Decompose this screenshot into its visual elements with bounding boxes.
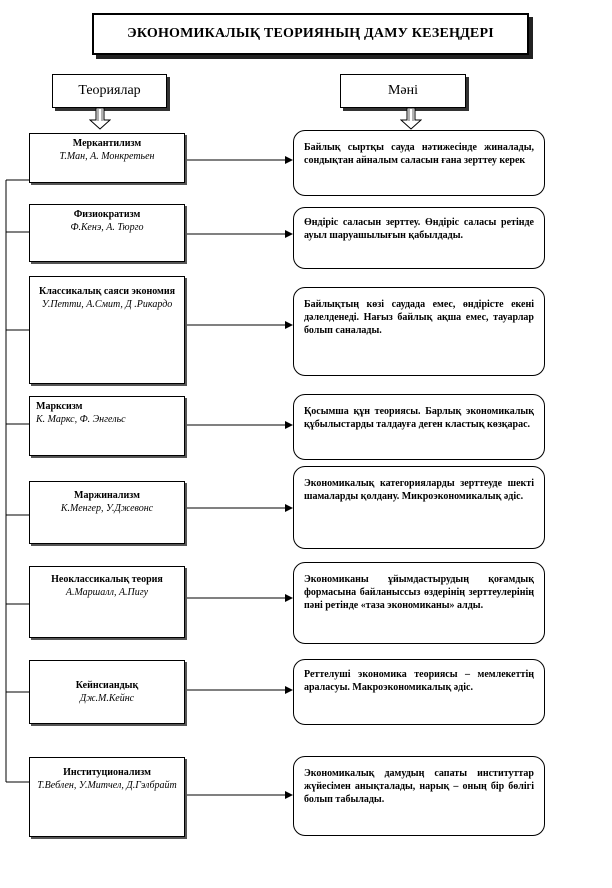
theory-authors: К.Менгер, У.Джевонс — [60, 503, 154, 514]
meaning-box-keynesianism: Реттелуші экономика теориясы – мемлекеттің араласуы. Макроэкономикалық әдіс. — [293, 659, 545, 725]
meaning-box-classical: Байлықтың көзі саудада емес, өндірісте екені дәлелденеді. Нағыз байлық ақша емес, тауарлар болып саналады. — [293, 287, 545, 376]
theory-name: Кейнсиандық — [75, 680, 139, 691]
theory-name: Марксизм — [36, 401, 83, 412]
meaning-box-institutionalism: Экономикалық дамудың сапаты институттар жүйесімен анықталады, нарық – оның бір бөлігі болып табылады. — [293, 756, 545, 836]
diagram-title: ЭКОНОМИКАЛЫҚ ТЕОРИЯНЫҢ ДАМУ КЕЗЕҢДЕРІ — [92, 13, 529, 55]
theory-authors: Ф.Кенэ, А. Тюрго — [70, 222, 144, 233]
theory-authors: К. Маркс, Ф. Энгельс — [36, 414, 126, 425]
theory-box-marginalism — [29, 481, 185, 544]
meaning-box-marginalism: Экономикалық категорияларды зерттеуде шекті шамаларды қолдану. Микроэкономикалық әдіс. — [293, 466, 545, 549]
theory-authors: Дж.М.Кейнс — [79, 693, 135, 704]
meaning-header: Мәні — [340, 74, 466, 108]
meaning-box-marxism: Қосымша құн теориясы. Барлық экономикалық құбылыстарды талдауға деген кластық көзқарас. — [293, 394, 545, 460]
theory-box-keynesianism — [29, 660, 185, 724]
theory-name: Неоклассикалық теория — [51, 574, 163, 585]
theory-name: Меркантилизм — [72, 138, 142, 149]
theory-name: Институционализм — [63, 767, 151, 778]
theory-box-institutionalism — [29, 757, 185, 837]
theory-name: Классикалық саяси экономия — [38, 286, 176, 297]
theory-authors: У.Петти, А.Смит, Д .Рикардо — [41, 299, 173, 310]
theory-name: Маржинализм — [74, 490, 140, 501]
theory-name: Физиократизм — [73, 209, 141, 220]
theory-authors: А.Маршалл, А.Пигу — [65, 587, 149, 598]
theory-box-mercantilism — [29, 133, 185, 183]
meaning-box-physiocracy: Өндіріс саласын зерттеу. Өндіріс саласы ретінде ауыл шаруашылығын қабылдады. — [293, 207, 545, 269]
theory-authors: Т.Веблен, У.Митчел, Д.Гэлбрайт — [37, 780, 177, 791]
theory-box-marxism — [29, 396, 185, 456]
theory-box-neoclassical — [29, 566, 185, 638]
meaning-box-neoclassical: Экономиканы ұйымдастырудың қоғамдық формасына байланыссыз өздерінің зерттеулерінің пәні ретінде «таза экономиканы» алды. — [293, 562, 545, 644]
theory-box-classical — [29, 276, 185, 384]
theory-box-physiocracy — [29, 204, 185, 262]
meaning-box-mercantilism: Байлық сыртқы сауда нәтижесінде жиналады, сондықтан айналым саласын ғана зерттеу керек — [293, 130, 545, 196]
theory-authors: Т.Ман, А. Монкретьен — [59, 151, 155, 162]
theories-header: Теориялар — [52, 74, 167, 108]
